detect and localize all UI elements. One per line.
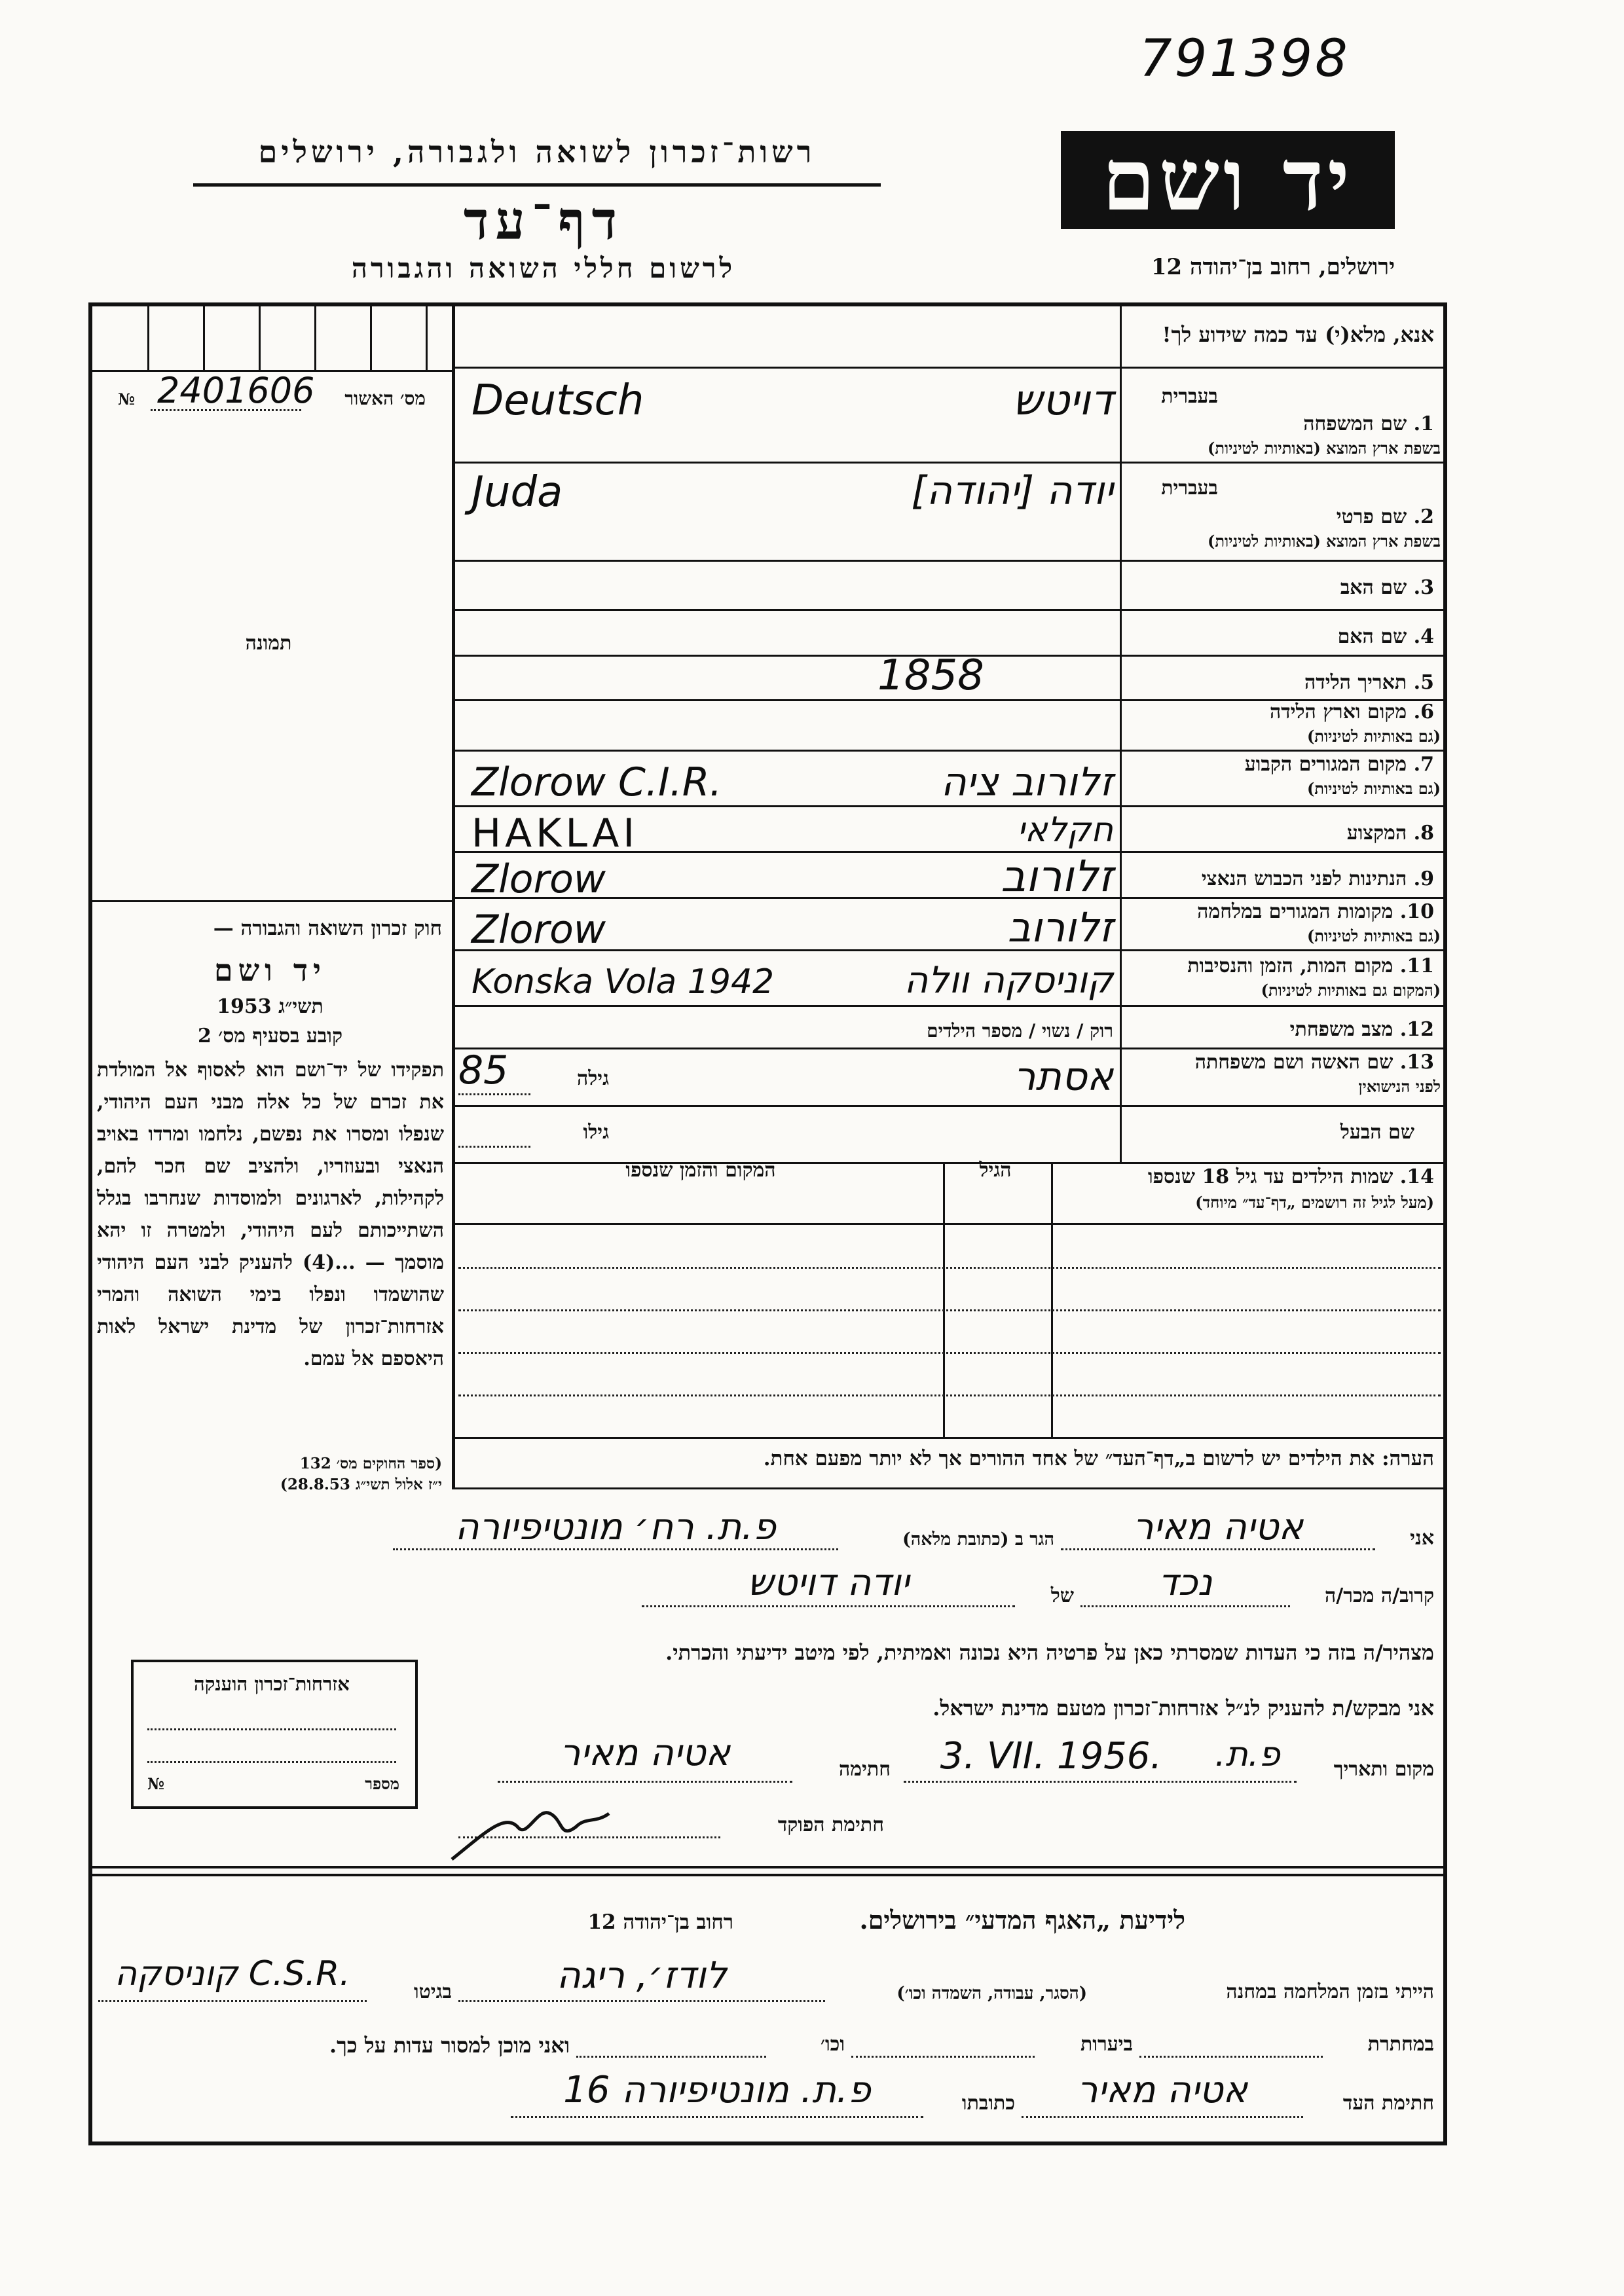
witness-signature-label: חתימת העד bbox=[1342, 2092, 1434, 2115]
field-9-name: הנתינות לפני הכבוש הנאצי bbox=[1201, 867, 1407, 890]
witness-address-label: כתובתו bbox=[961, 2092, 1015, 2115]
field-10-num: 10. bbox=[1399, 900, 1434, 923]
field-10-value-latin: Zlorow bbox=[471, 907, 606, 953]
field-8-label bbox=[1126, 822, 1434, 845]
field-1-hebrew-label: בעברית bbox=[1161, 385, 1218, 408]
officer-signature-scribble bbox=[445, 1787, 616, 1866]
field-7-name: מקום המגורים הקבוע bbox=[1244, 753, 1407, 776]
field-13-num: 13. bbox=[1399, 1051, 1434, 1074]
field-9-num: 9. bbox=[1413, 867, 1434, 890]
org-underline bbox=[193, 183, 881, 187]
registration-number: 2401606 bbox=[157, 370, 315, 411]
law-year: תשי״ג 1953 bbox=[217, 995, 323, 1018]
field-11-value-latin: Konska Vola 1942 bbox=[471, 962, 775, 1002]
field-4-label bbox=[1126, 625, 1434, 648]
ghetto-dotline bbox=[98, 2000, 367, 2002]
box-divider bbox=[314, 304, 316, 370]
field-7-label bbox=[1126, 753, 1434, 776]
citizenship-number-label: מספר bbox=[365, 1774, 399, 1793]
law-reference: (ספר החוקים מס׳ 132 bbox=[299, 1455, 442, 1472]
field-2-num: 2. bbox=[1413, 505, 1434, 528]
hiding-dotline bbox=[1139, 2056, 1323, 2058]
labels-column-divider bbox=[1120, 304, 1122, 1162]
children-row-line bbox=[458, 1394, 1441, 1396]
marital-options: רוק / נשוי / מספר הילדים bbox=[927, 1020, 1113, 1042]
statement-1: מצהיר/ה בזה כי העדות שמסרתי כאן על פרטיה היא נכונה ואמיתית, לפי מיטב ידיעתי והכרתי. bbox=[665, 1640, 1434, 1665]
field-7-value-hebrew: זלורוב ציה bbox=[940, 759, 1113, 805]
field-3-name: שם האב bbox=[1340, 576, 1407, 599]
field-10-value-hebrew: זלורוב bbox=[1007, 903, 1113, 951]
row-line-2 bbox=[452, 560, 1447, 562]
wife-age-label: גילה bbox=[576, 1067, 609, 1090]
field-1-sub: בשפת ארץ המוצא (באותיות לטיניות) bbox=[1208, 439, 1441, 458]
yad-vashem-logo: יד ושם bbox=[1061, 131, 1395, 229]
field-12-name: מצב משפחתי bbox=[1289, 1018, 1393, 1041]
field-5-value: 1858 bbox=[877, 651, 984, 700]
declarant-name-dotline bbox=[1061, 1548, 1375, 1550]
field-4-num: 4. bbox=[1413, 625, 1434, 648]
science-divider-top bbox=[90, 1866, 1446, 1868]
etc-label: וכו׳ bbox=[821, 2033, 845, 2056]
box-divider bbox=[426, 304, 428, 370]
box-divider bbox=[147, 304, 149, 370]
archive-number: 791398 bbox=[1139, 29, 1350, 88]
children-row-line bbox=[458, 1352, 1441, 1354]
field-8-value-hebrew: חקלאי bbox=[1017, 811, 1113, 850]
witness-signature: אטיה מאיר bbox=[1077, 2069, 1248, 2111]
registration-dotline bbox=[151, 409, 301, 411]
field-4-name: שם האם bbox=[1337, 625, 1407, 648]
note-bottom-line bbox=[452, 1487, 1447, 1489]
science-title: לידיעת „האגף המדעי״ בירושלים. bbox=[859, 1905, 1185, 1935]
law-title: חוק זכרון השואה והגבורה — bbox=[213, 917, 442, 940]
place-date-dotline bbox=[904, 1781, 1297, 1783]
of-label: של bbox=[1050, 1584, 1074, 1607]
row-line-6 bbox=[452, 750, 1447, 752]
field-11-label bbox=[1126, 955, 1434, 977]
declarant-name: אטיה מאיר bbox=[1132, 1506, 1304, 1548]
relative-of-dotline bbox=[642, 1605, 1015, 1607]
witness-address-dotline bbox=[511, 2116, 923, 2118]
children-row-line bbox=[458, 1309, 1441, 1311]
field-6-sub: (גם באותיות לטיניות) bbox=[1306, 727, 1441, 746]
field-3-num: 3. bbox=[1413, 576, 1434, 599]
declaration-resides-label: הגר ב (כתובת מלאה) bbox=[902, 1529, 1054, 1550]
forests-label: ביערות bbox=[1080, 2033, 1133, 2056]
place-date-label: מקום ותאריך bbox=[1333, 1758, 1434, 1781]
children-bottom-line bbox=[452, 1437, 1447, 1439]
field-5-name: תאריך הלידה bbox=[1304, 671, 1407, 694]
citizenship-no-mark: № bbox=[147, 1774, 165, 1793]
sidebar-top-line bbox=[90, 900, 454, 902]
field-5-num: 5. bbox=[1413, 671, 1434, 694]
camp-value: לודז׳, ריגה bbox=[557, 1954, 727, 1997]
field-2-value-hebrew: יודה [יהודה] bbox=[911, 468, 1113, 514]
field-9-label bbox=[1126, 867, 1434, 890]
children-place-header: המקום והזמן שנספו bbox=[625, 1159, 776, 1182]
field-9-value-latin: Zlorow bbox=[471, 856, 606, 902]
camp-hint: (הסגר, עבודה, השמדה וכו׳) bbox=[896, 1984, 1087, 2003]
registration-no-mark: № bbox=[118, 390, 136, 409]
wife-age-dotline bbox=[458, 1093, 530, 1095]
officer-signature-label: חתימת הפוקד bbox=[777, 1813, 884, 1836]
row-line-13 bbox=[452, 1105, 1447, 1107]
field-6-label bbox=[1126, 701, 1434, 723]
field-11-name: מקום המות, הזמן והנסיבות bbox=[1187, 955, 1393, 977]
camp-dotline bbox=[458, 2000, 825, 2002]
row-line-7 bbox=[452, 805, 1447, 807]
wife-age-value: 85 bbox=[458, 1048, 509, 1093]
field-10-label bbox=[1126, 900, 1434, 923]
field-1-label bbox=[1126, 412, 1434, 435]
field-6-name: מקום וארץ הלידה bbox=[1269, 701, 1407, 723]
husband-label: שם הבעל bbox=[1340, 1121, 1414, 1144]
forests-dotline bbox=[851, 2056, 1035, 2058]
citizenship-box-title: אזרחות־זכרון הוענקה bbox=[194, 1673, 350, 1695]
relation-value: נכד bbox=[1158, 1561, 1213, 1604]
signature-label: חתימה bbox=[839, 1758, 891, 1781]
citizenship-dotline bbox=[147, 1761, 396, 1763]
relation-dotline bbox=[1080, 1605, 1290, 1607]
instruction-text: אנא, מלא(י) עד כמה שידוע לך! bbox=[1162, 322, 1434, 347]
field-1-name: שם המשפחה bbox=[1303, 412, 1407, 435]
form-title: דף־עד bbox=[463, 190, 624, 251]
relative-label: קרוב/ה מכר/ה bbox=[1325, 1584, 1434, 1607]
field-7-value-latin: Zlorow C.I.R. bbox=[471, 759, 722, 805]
law-reference-date: י״ז אלול תשי״ג 28.8.53) bbox=[280, 1476, 442, 1493]
box-divider bbox=[370, 304, 372, 370]
law-clause: קובע בסעיף מס׳ 2 bbox=[197, 1025, 343, 1048]
children-row-line bbox=[452, 1223, 1447, 1225]
field-7-num: 7. bbox=[1413, 753, 1434, 776]
field-11-sub: (המקום גם באותיות לטיניות) bbox=[1261, 981, 1441, 1000]
field-8-value-latin: HAKLAI bbox=[471, 811, 639, 856]
field-13-sub: לפני הנישואין bbox=[1358, 1077, 1441, 1096]
hiding-label: במחתרת bbox=[1367, 2033, 1434, 2056]
relative-of-value: יודה דויטש bbox=[747, 1561, 910, 1604]
registration-label: מס׳ האשור bbox=[344, 388, 426, 409]
field-13-value: אסתר bbox=[1013, 1054, 1113, 1100]
field-12-num: 12. bbox=[1399, 1018, 1434, 1041]
signature-value: אטיה מאיר bbox=[559, 1732, 731, 1774]
field-2-value-latin: Juda bbox=[471, 468, 563, 517]
science-address: רחוב בן־יהודה 12 bbox=[587, 1910, 733, 1934]
field-10-name: מקומות המגורים במלחמה bbox=[1197, 900, 1393, 923]
field-1-num: 1. bbox=[1413, 412, 1434, 435]
witness-signature-dotline bbox=[1022, 2116, 1303, 2118]
box-divider bbox=[203, 304, 205, 370]
signature-dotline bbox=[498, 1781, 792, 1783]
children-label bbox=[1061, 1165, 1434, 1188]
field-8-name: המקצוע bbox=[1346, 822, 1407, 845]
declarant-address: פ.ת. רח׳ מונטיפיורה bbox=[455, 1506, 776, 1548]
organization-name: רשות־זכרון לשואה ולגבורה, ירושלים bbox=[258, 134, 816, 170]
declaration-i-label: אני bbox=[1410, 1527, 1434, 1550]
law-text: תפקידו של יד־ושם הוא לאסוף אל המולדת את זכרם של כל אלה מבני העם היהודי, שנפלו ומסרו את נפשם, נלחמו ומרדו באויב הנאצי ובעוזריו, ולהציב שם חכר להם, לקהילות, לארגונים ולמוסדות שנחרבו בגלל השתייכותם לעם היהודי, ולמטרה זו יהא מוסמך — ...(4) להעניק לבני העם היהודי שהושמדו ונפלו בימי השואה והמרי אזרחות־זכרון של מדינת ישראל לאות היאספם אל עמם. bbox=[97, 1059, 444, 1370]
field-2-label bbox=[1126, 505, 1434, 528]
husband-age-dotline bbox=[458, 1146, 530, 1148]
ghetto-value: קוניסקה C.S.R. bbox=[115, 1954, 350, 1994]
field-3-label bbox=[1126, 576, 1434, 599]
field-1-value-hebrew: דויטש bbox=[1012, 376, 1113, 425]
children-age-header: הגיל bbox=[979, 1159, 1012, 1182]
field-8-num: 8. bbox=[1413, 822, 1434, 845]
field-7-sub: (גם באותיות לטיניות) bbox=[1306, 779, 1441, 798]
field-10-sub: (גם באותיות לטיניות) bbox=[1306, 926, 1441, 945]
field-2-sub: בשפת ארץ המוצא (באותיות לטיניות) bbox=[1208, 532, 1441, 551]
row-line-11 bbox=[452, 1005, 1447, 1007]
citizenship-dotline bbox=[147, 1728, 396, 1730]
row-line-12 bbox=[452, 1048, 1447, 1049]
header-address: ירושלים, רחוב בן־יהודה 12 bbox=[1151, 254, 1395, 280]
children-title: שמות הילדים עד גיל 18 שנספו bbox=[1147, 1165, 1393, 1188]
field-2-hebrew-label: בעברית bbox=[1161, 477, 1218, 500]
field-12-label bbox=[1126, 1018, 1434, 1041]
witness-address: פ.ת. מונטיפיורה 16 bbox=[563, 2069, 871, 2111]
note-text: הערה: את הילדים יש לרשום ב„דף־העד״ של אחד ההורים אך לא יותר מפעם אחת. bbox=[763, 1447, 1434, 1470]
field-9-value-hebrew: זלורוב bbox=[1001, 851, 1113, 902]
field-1-value-latin: Deutsch bbox=[471, 376, 644, 425]
box-divider bbox=[259, 304, 261, 370]
declarant-address-dotline bbox=[393, 1548, 838, 1550]
place-value: פ.ת. bbox=[1215, 1735, 1280, 1774]
date-value: 3. VII. 1956. bbox=[940, 1735, 1162, 1777]
children-sub: (מעל לגיל זה רושמים „דף־עד״ מיוחד) bbox=[1195, 1193, 1434, 1212]
field-5-label bbox=[1126, 671, 1434, 694]
camp-prefix: הייתי בזמן המלחמה במחנה bbox=[1226, 1980, 1434, 2003]
instruction-line bbox=[452, 367, 1447, 369]
ready-statement: ואני מוכן למסור עדות על כך. bbox=[329, 2033, 570, 2058]
field-11-num: 11. bbox=[1399, 955, 1434, 977]
field-13-name: שם האשה ושם משפחתה bbox=[1194, 1051, 1393, 1074]
statement-2: אני מבקש/ת להעניק לנ״ל אזרחות־זכרון מטעם מדינת ישראל. bbox=[932, 1696, 1434, 1721]
photo-label: תמונה bbox=[245, 632, 292, 655]
form-subtitle: לרשום חללי השואה והגבורה bbox=[351, 252, 736, 284]
ghetto-label: בגיטו bbox=[413, 1980, 452, 2003]
row-line-3 bbox=[452, 609, 1447, 611]
field-6-num: 6. bbox=[1413, 701, 1434, 723]
children-num: 14. bbox=[1399, 1165, 1434, 1188]
etc-dotline bbox=[576, 2056, 766, 2058]
field-2-name: שם פרטי bbox=[1336, 505, 1407, 528]
row-line-1 bbox=[452, 462, 1447, 464]
field-13-label bbox=[1126, 1051, 1434, 1074]
law-name: יד ושם bbox=[213, 953, 327, 988]
field-11-value-hebrew: קוניסקה וולה bbox=[904, 959, 1113, 1002]
husband-age-label: גילו bbox=[583, 1121, 609, 1144]
children-row-line bbox=[458, 1267, 1441, 1269]
science-divider-bottom bbox=[90, 1874, 1446, 1876]
